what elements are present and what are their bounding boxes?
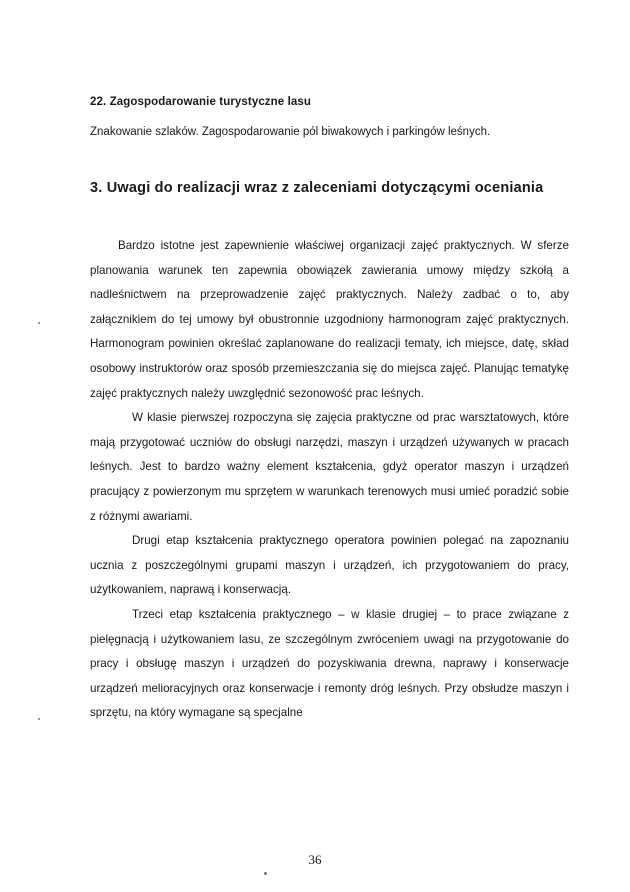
section-3-heading: 3. Uwagi do realizacji wraz z zaleceniami dotyczącymi oceniania [90, 180, 544, 196]
scan-speck [264, 872, 267, 875]
scan-speck [38, 718, 40, 720]
paragraph: Drugi etap kształcenia praktycznego operatora powinien polegać na zapoznaniu ucznia z poszczególnymi grupami maszyn i urządzeń, ich przygotowaniem do pracy, użytkowaniem, naprawą i konserwacją. [90, 534, 569, 597]
paragraph: W klasie pierwszej rozpoczyna się zajęcia praktyczne od prac warsztatowych, które mają przygotować uczniów do obsługi narzędzi, maszyn i urządzeń używanych w pracach leśnych. Jest to bardzo ważny element kształcenia, gdyż operator maszyn i urządzeń pracujący z powierzonym mu sprzętem w warunkach terenowych musi umieć poradzić sobie z różnymi awariami. [90, 411, 569, 523]
section-3-body [90, 234, 569, 726]
section-22-title: 22. Zagospodarowanie turystyczne lasu [90, 96, 311, 108]
page-number: 36 [308, 852, 322, 867]
paragraph: Bardzo istotne jest zapewnienie właściwej organizacji zajęć praktycznych. W sferze planowania warunek ten zapewnia obowiązek zawierania umowy między szkołą a nadleśnictwem na przeprowadzenie zajęć praktycznych. Należy zadbać o to, aby załącznikiem do tej umowy był obustronnie uzgodniony harmonogram zajęć praktycznych. Harmonogram powinien określać zaplanowane do realizacji tematy, ich miejsce, datę, skład osobowy instruktorów oraz sposób przemieszczania się do miejsca zajęć. Planując tematykę zajęć praktycznych należy uwzględnić sezonowość prac leśnych. [90, 239, 569, 400]
section-22-body: Znakowanie szlaków. Zagospodarowanie pól biwakowych i parkingów leśnych. [90, 126, 491, 138]
scan-speck [38, 322, 40, 324]
paragraph: Trzeci etap kształcenia praktycznego – w klasie drugiej – to prace związane z pielęgnacją i użytkowaniem lasu, ze szczególnym zwróceniem uwagi na przygotowanie do pracy i obsługę maszyn i urządzeń do pozyskiwania drewna, naprawy i konserwacje urządzeń melioracyjnych oraz konserwacje i remonty dróg leśnych. Przy obsłudze maszyn i sprzętu, na który wymagane są specjalne [90, 607, 569, 720]
